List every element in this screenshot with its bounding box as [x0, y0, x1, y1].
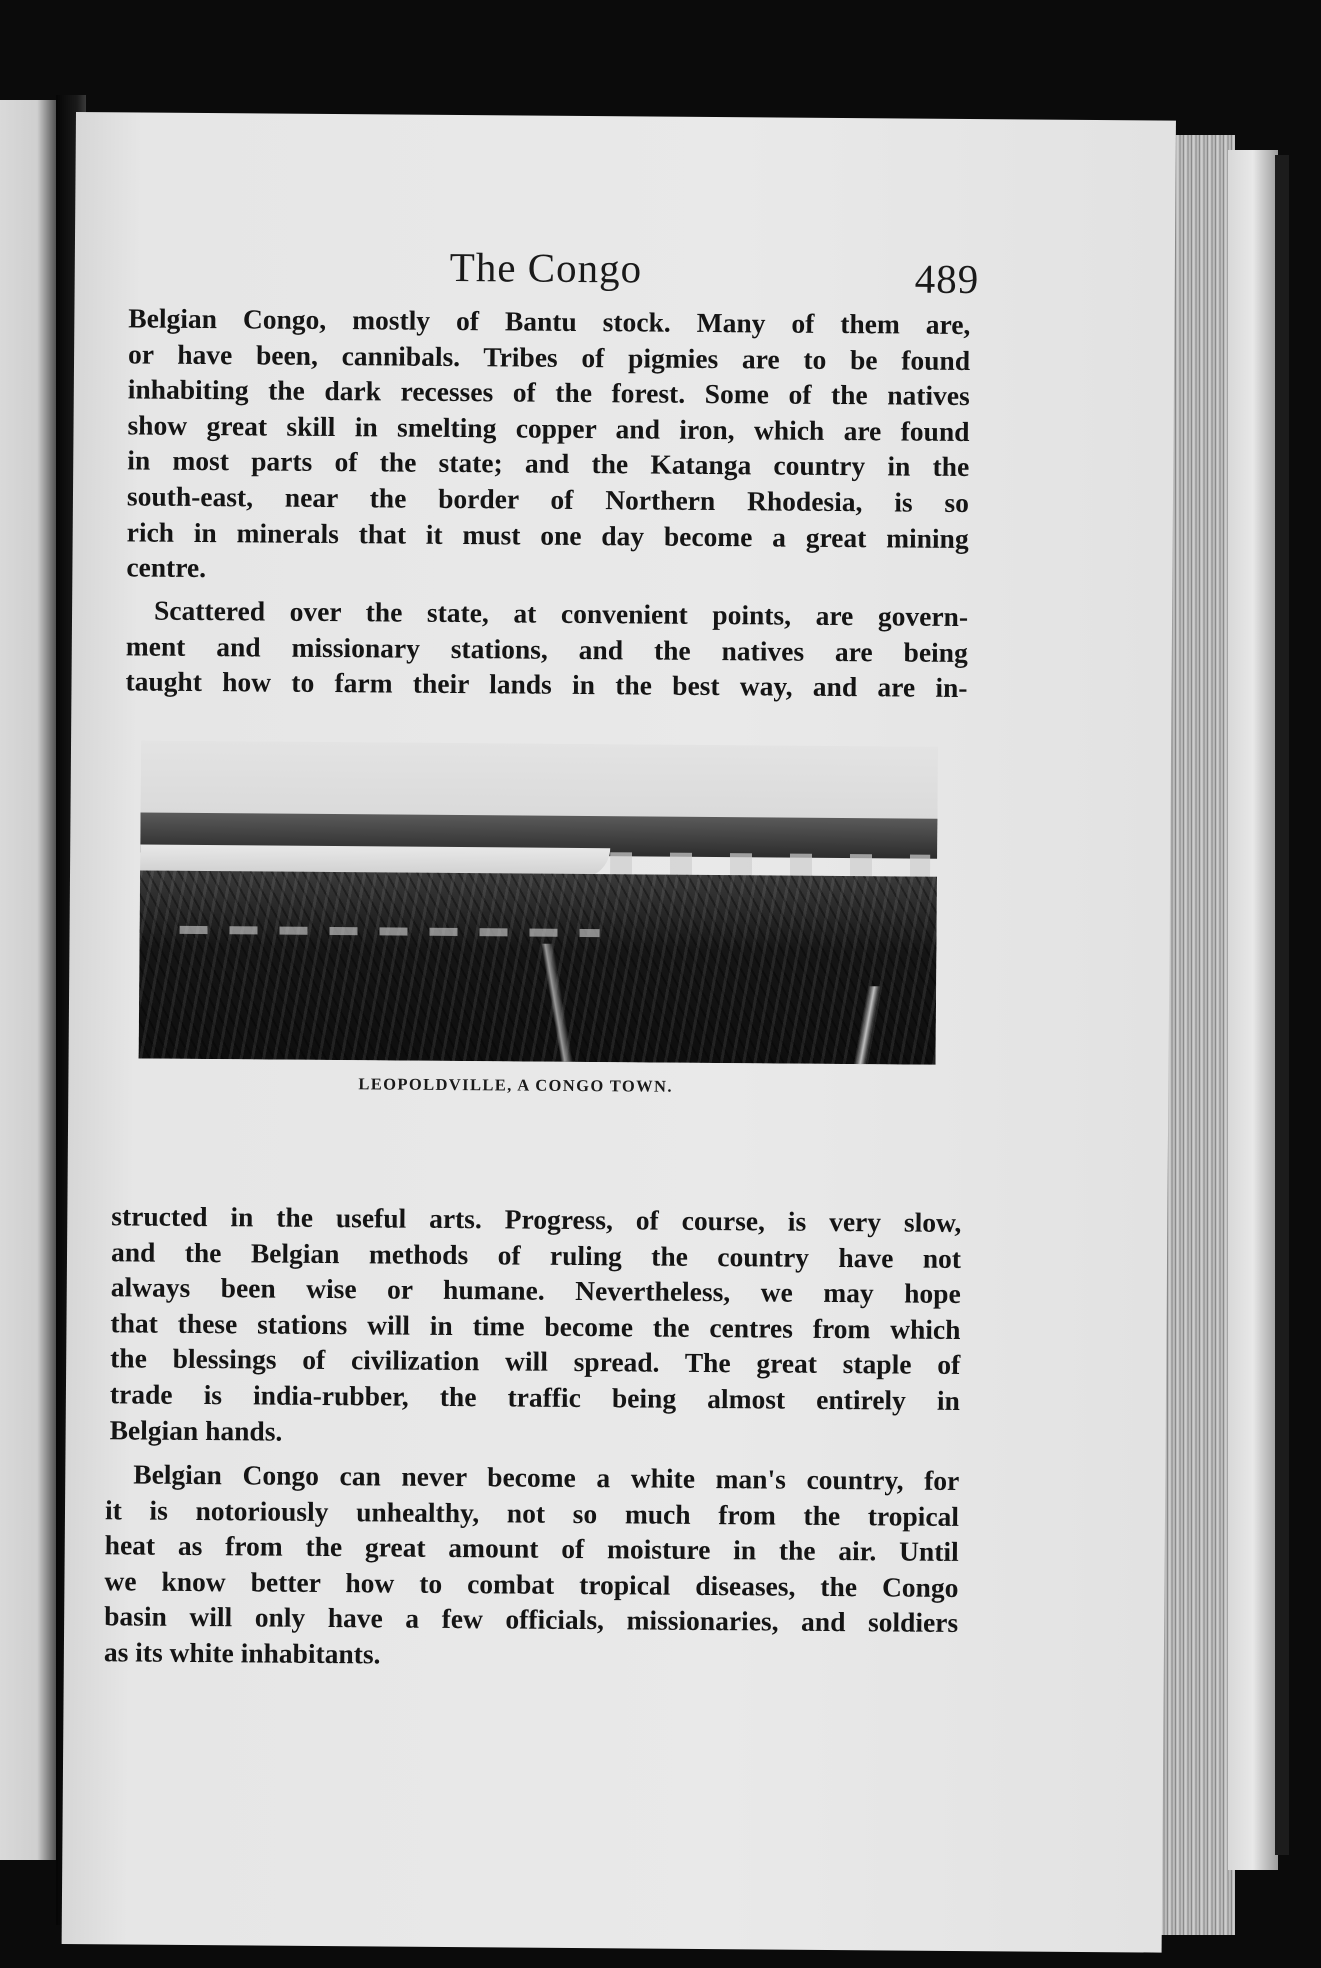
book-page	[62, 112, 1176, 1953]
text-line: Belgian hands.	[109, 1413, 283, 1447]
paragraph-1	[126, 300, 970, 591]
text-line: structed in the useful arts. Progress, of course, is very slow,	[111, 1200, 962, 1238]
paragraph-3	[110, 1198, 962, 1454]
book-cover-edge	[1275, 155, 1289, 1855]
text-line: show great skill in smelting copper and iron, which are found	[127, 409, 970, 447]
text-line: that these stations will in time become the centres from which	[110, 1307, 961, 1345]
town-photograph	[139, 741, 938, 1065]
figure-caption: LEOPOLDVILLE, A CONGO TOWN.	[358, 1074, 673, 1096]
text-line: and the Belgian methods of ruling the country have not	[110, 1235, 962, 1274]
text-line: south-east, near the border of Northern Rhodesia, is so	[126, 480, 970, 518]
text-line: the blessings of civilization will spread. The great staple of	[110, 1342, 961, 1381]
text-line: we know better how to combat tropical diseases, the Congo	[104, 1565, 959, 1603]
text-line: trade is india-rubber, the traffic being almost entirely in	[109, 1378, 961, 1416]
paragraph-4	[104, 1456, 960, 1676]
text-line: Belgian Congo, mostly of Bantu stock. Many of them are,	[128, 302, 971, 341]
paragraph-2	[125, 592, 968, 705]
text-line: ment and missionary stations, and the natives are being	[125, 630, 968, 668]
text-line: always been wise or humane. Nevertheless, we may hope	[110, 1271, 961, 1310]
text-line: heat as from the great amount of moisture in the air. Until	[104, 1529, 959, 1568]
text-line: centre.	[126, 551, 207, 584]
text-line: rich in minerals that it must one day become a great mining	[126, 515, 969, 554]
text-line: taught how to farm their lands in the best way, and are in-	[125, 665, 968, 704]
text-line: inhabiting the dark recesses of the forest. Some of the natives	[127, 373, 970, 412]
page-edges-outer	[1228, 150, 1278, 1870]
text-line: Scattered over the state, at convenient points, are govern-	[153, 594, 969, 633]
facing-page-edge	[0, 100, 62, 1860]
text-line: or have been, cannibals. Tribes of pigmies are to be found	[127, 338, 971, 376]
page-header	[75, 240, 1175, 309]
photo-palm-fronds	[529, 944, 590, 1062]
text-line: it is notoriously unhealthy, not so much from the tropical	[104, 1493, 960, 1532]
running-head: The Congo	[449, 243, 643, 292]
text-line: Belgian Congo can never become a white man's country, for	[133, 1458, 960, 1496]
text-line: in most parts of the state; and the Katanga country in the	[127, 444, 970, 483]
photo-palm-fronds	[839, 986, 900, 1064]
text-line: as its white inhabitants.	[103, 1636, 381, 1670]
page-number: 489	[914, 255, 980, 303]
text-line: basin will only have a few officials, missionaries, and soldiers	[104, 1600, 959, 1639]
